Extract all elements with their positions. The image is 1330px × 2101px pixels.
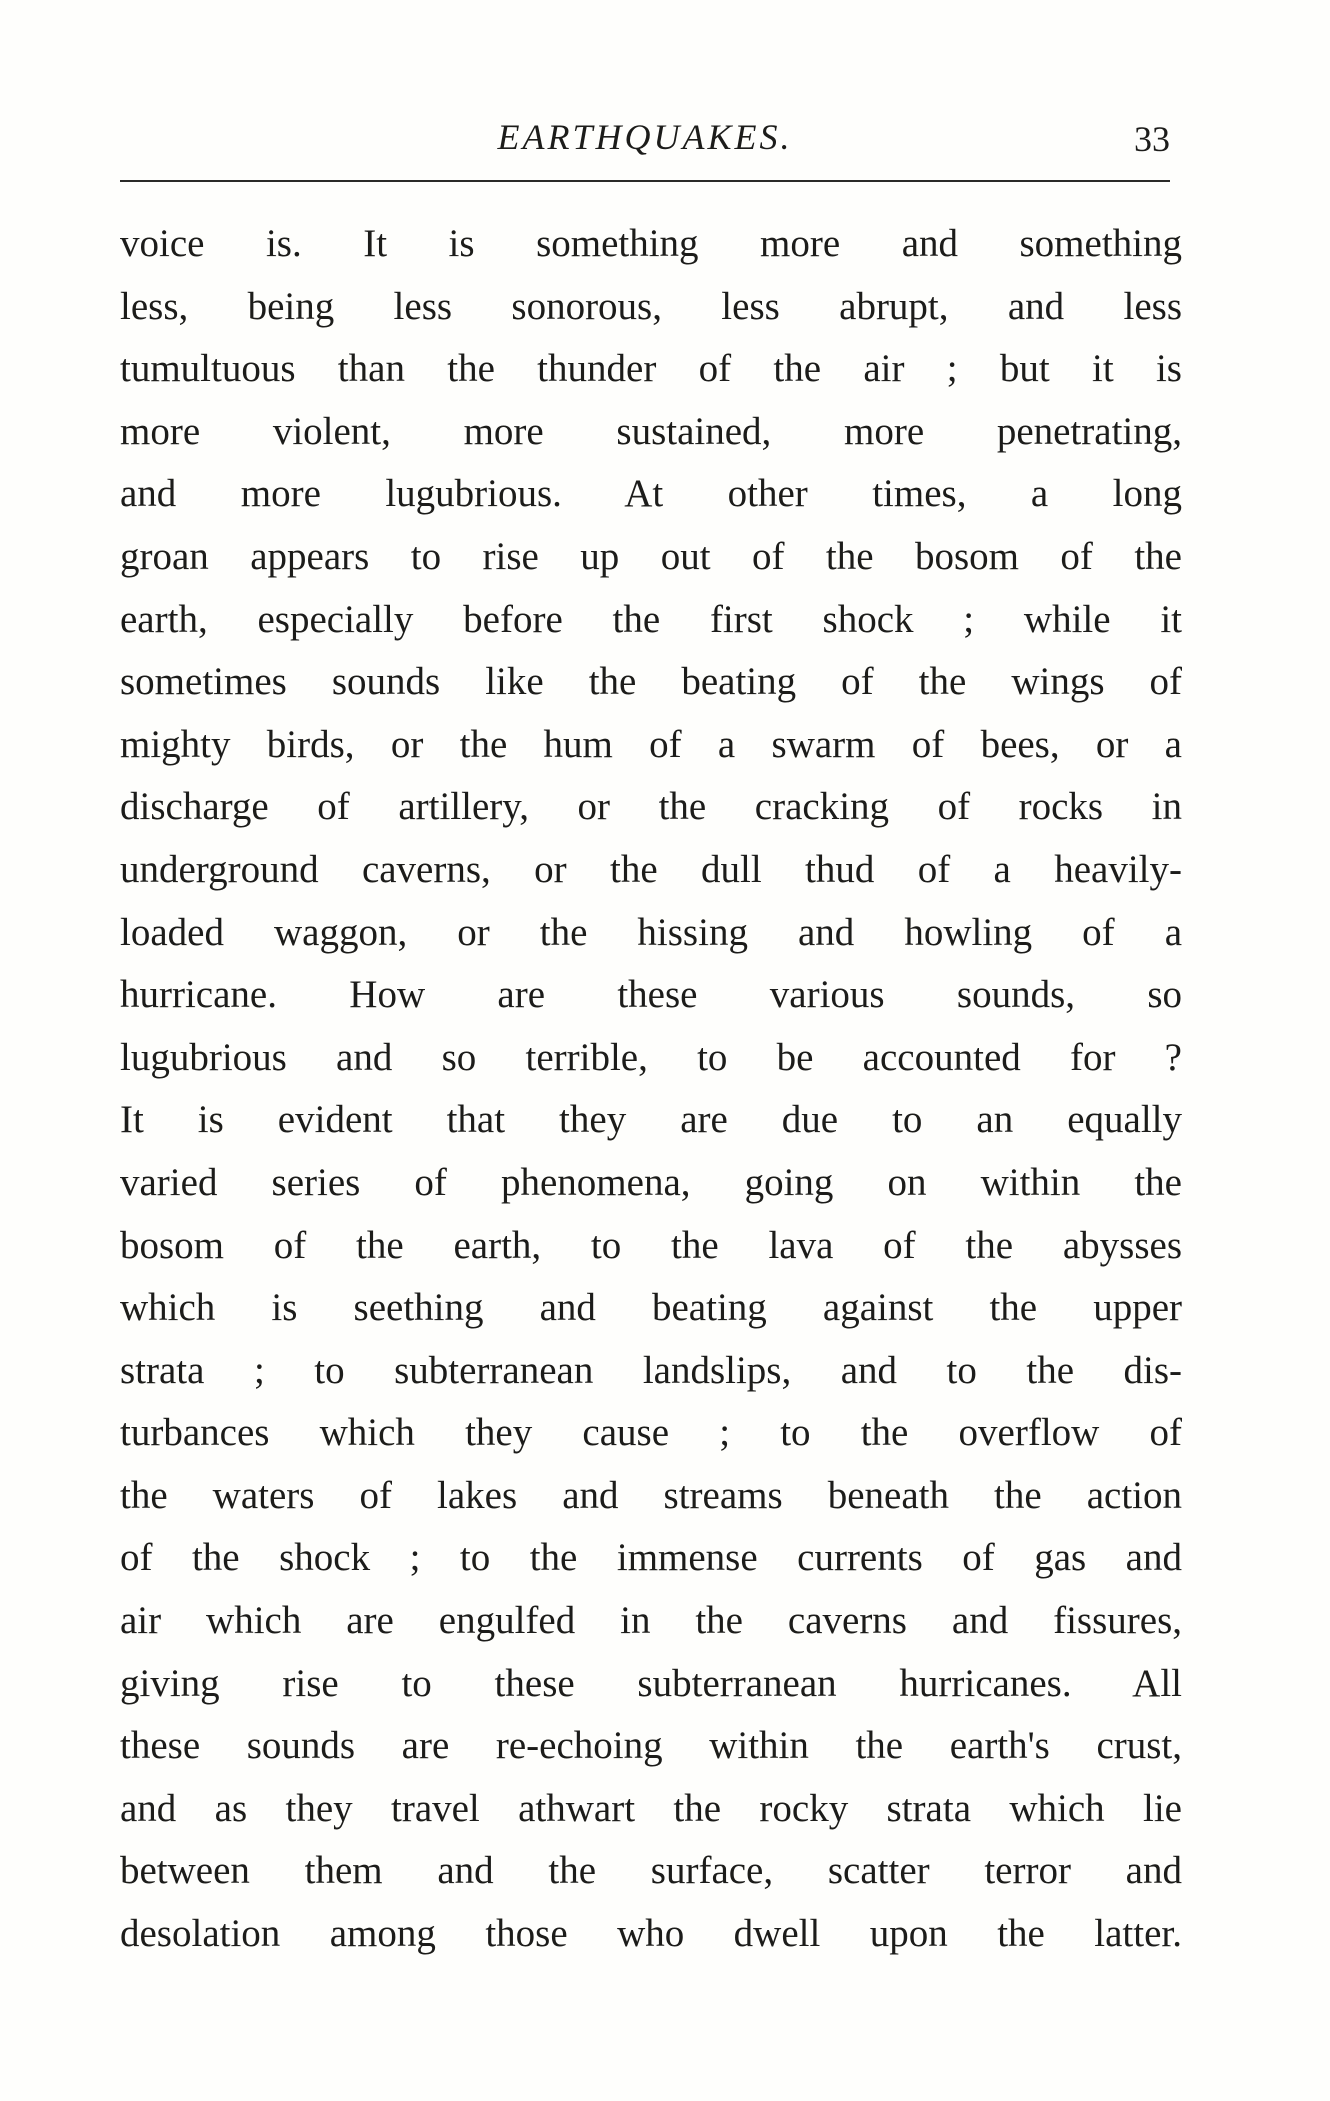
text-line: underground caverns, or the dull thud of a heavily- <box>120 847 1182 891</box>
text-line: strata ; to subterranean landslips, and to the dis- <box>120 1348 1182 1392</box>
text-line: and as they travel athwart the rocky strata which lie <box>120 1786 1182 1830</box>
text-line: more violent, more sustained, more penetrating, <box>120 409 1182 453</box>
text-line: voice is. It is something more and something <box>120 222 1182 265</box>
running-head <box>120 112 1170 172</box>
header-rule <box>120 180 1170 182</box>
text-line: discharge of artillery, or the cracking of rocks in <box>120 785 1182 829</box>
page-number: 33 <box>1134 119 1170 159</box>
text-line: these sounds are re-echoing within the earth's crust, <box>120 1724 1182 1768</box>
text-line: between them and the surface, scatter terror and <box>120 1849 1182 1893</box>
text-line: hurricane. How are these various sounds, so <box>120 973 1182 1017</box>
text-line: tumultuous than the thunder of the air ; but it is <box>120 347 1182 391</box>
running-title: EARTHQUAKES. <box>497 117 793 157</box>
body-text <box>120 213 1182 1966</box>
text-line: which is seething and beating against the upper <box>120 1286 1182 1330</box>
text-line: groan appears to rise up out of the bosom of the <box>120 534 1182 578</box>
text-line: air which are engulfed in the caverns and fissures, <box>120 1599 1182 1643</box>
text-line: mighty birds, or the hum of a swarm of bees, or a <box>120 722 1182 766</box>
text-line: loaded waggon, or the hissing and howling of a <box>120 910 1182 954</box>
text-line: of the shock ; to the immense currents of gas and <box>120 1536 1182 1580</box>
text-line: It is evident that they are due to an equally <box>120 1098 1182 1142</box>
text-line: lugubrious and so terrible, to be accounted for ? <box>120 1035 1182 1079</box>
text-line: varied series of phenomena, going on within the <box>120 1160 1182 1204</box>
text-line: giving rise to these subterranean hurricanes. All <box>120 1661 1182 1705</box>
text-line: less, being less sonorous, less abrupt, and less <box>120 284 1182 328</box>
text-line: earth, especially before the first shock ; while it <box>120 597 1182 641</box>
text-line: the waters of lakes and streams beneath the action <box>120 1473 1182 1517</box>
text-line: and more lugubrious. At other times, a long <box>120 472 1182 516</box>
text-line: turbances which they cause ; to the overflow of <box>120 1411 1182 1455</box>
text-line: bosom of the earth, to the lava of the abysses <box>120 1223 1182 1267</box>
text-line: sometimes sounds like the beating of the wings of <box>120 660 1182 704</box>
text-line: desolation among those who dwell upon the latter. <box>120 1912 1182 1956</box>
